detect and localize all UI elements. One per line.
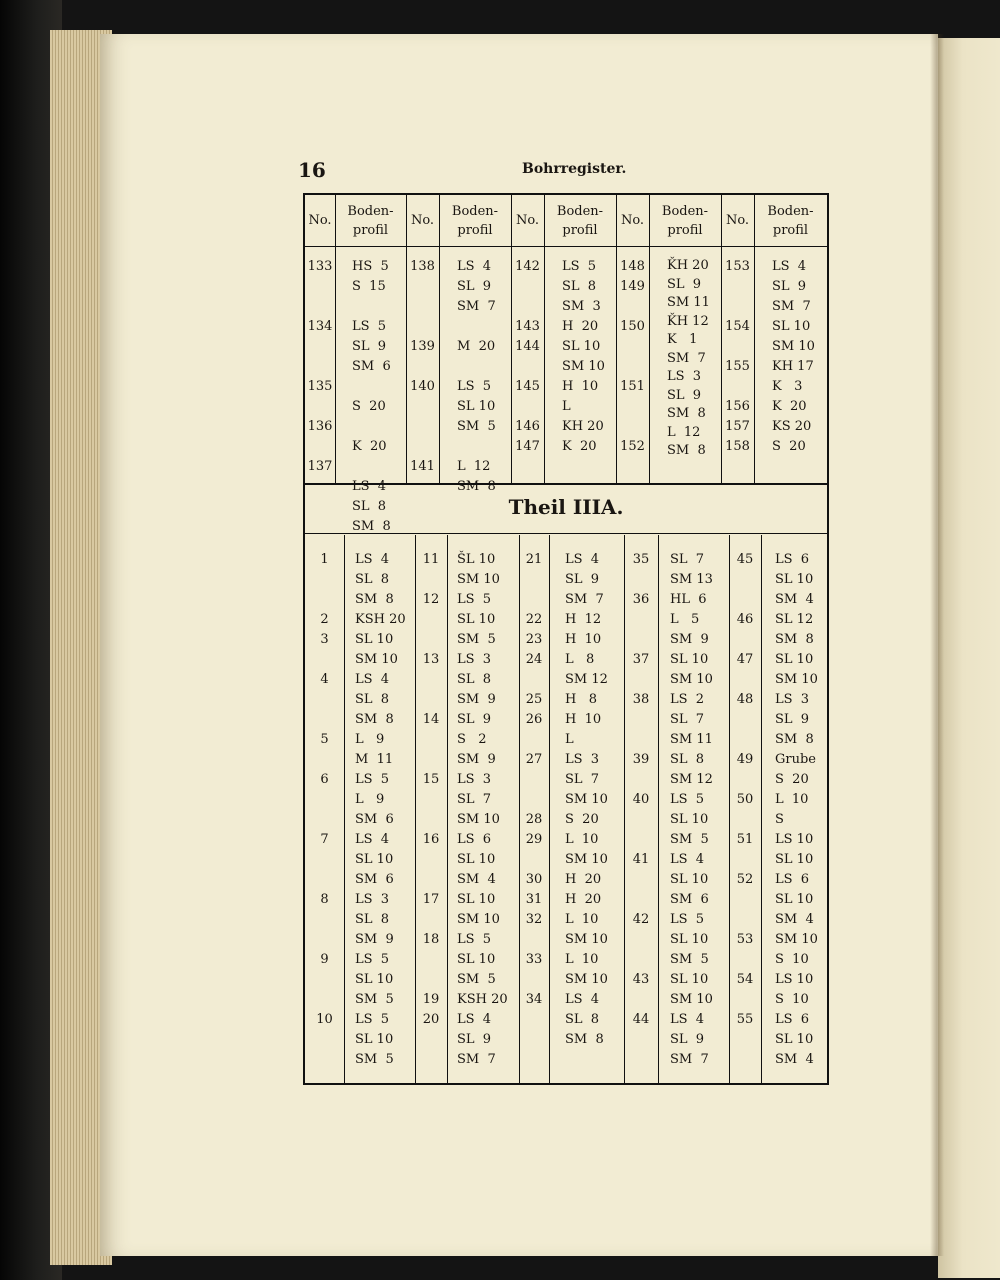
- part2-numbers-5: 45 46 47 48 49 50 51 52 53 54 55: [736, 552, 754, 1027]
- part2-profiles-3: LS 4 SL 9 SM 7 H 12 H 10 L 8 SM 12 H 8 H 10 L LS 3 SL 7 SM 10 S 20 L 10 SM 10 H 20 H 20 L 10 SM 10 L 10 SM 10 LS 4 SL 8 SM 8: [565, 552, 608, 1047]
- part1-profiles-3: LS 5 SL 8 SM 3 H 20 SL 10 SM 10 H 10 L KH 20 K 20: [562, 259, 605, 454]
- col-rule: [447, 535, 448, 1083]
- part1-numbers-5: 153 154 155 156 157 158: [725, 259, 750, 454]
- header-profile-2: Boden- profil: [451, 203, 499, 238]
- header-no-1: No.: [308, 213, 332, 228]
- part1-numbers-3: 142 143 144 145 146 147: [515, 259, 540, 454]
- part2-profiles-5: LS 6 SL 10 SM 4 SL 12 SM 8 SL 10 SM 10 LS 3 SL 9 SM 8 Grube S 20 L 10 S LS 10 SL 10 LS 6 SL 10 SM 4 SM 10 S 10 LS 10 S 10 LS 6 SL 10 SM 4: [775, 552, 818, 1067]
- section-rule-top: [305, 483, 827, 485]
- col-rule: [344, 535, 345, 1083]
- bohrregister-table: [303, 193, 829, 1085]
- header-profile-1: Boden- profil: [347, 203, 394, 238]
- header-profile-5: Boden- profil: [767, 203, 814, 238]
- part2-profiles-4: SL 7 SM 13 HL 6 L 5 SM 9 SL 10 SM 10 LS 2 SL 7 SM 11 SL 8 SM 12 LS 5 SL 10 SM 5 LS 4 SL 10 SM 6 LS 5 SL 10 SM 5 SL 10 SM 10 LS 4 SL 9 SM 7: [670, 552, 713, 1067]
- col-rule: [754, 195, 755, 485]
- part1-profiles-1: HS 5 S 15 LS 5 SL 9 SM 6 S 20 K 20 LS 4 SL 8 SM 8: [352, 259, 391, 534]
- header-no-3: No.: [515, 213, 540, 228]
- col-rule: [549, 535, 550, 1083]
- part2-profiles-2: ŠL 10 SM 10 LS 5 SL 10 SM 5 LS 3 SL 8 SM 9 SL 9 S 2 SM 9 LS 3 SL 7 SM 10 LS 6 SL 10 SM 4 SL 10 SM 10 LS 5 SL 10 SM 5 KSH 20 LS 4 SL 9 SM 7: [457, 552, 508, 1067]
- part1-profiles-5: LS 4 SL 9 SM 7 SL 10 SM 10 KH 17 K 3 K 20 KS 20 S 20: [772, 259, 815, 454]
- col-rule: [649, 195, 650, 485]
- part2-profiles-1: LS 4 SL 8 SM 8 KSH 20 SL 10 SM 10 LS 4 SL 8 SM 8 L 9 M 11 LS 5 L 9 SM 6 LS 4 SL 10 SM 6 LS 3 SL 8 SM 9 LS 5 SL 10 SM 5 LS 5 SL 10 SM 5: [355, 552, 406, 1067]
- header-profile-4: Boden- profil: [661, 203, 709, 238]
- page-number: 16: [298, 158, 326, 182]
- part2-numbers-2: 11 12 13 14 15 16 17 18 19 20: [422, 552, 440, 1027]
- part2-numbers-1: 1 2 3 4 5 6 7 8 9 10: [316, 552, 333, 1027]
- section-title: Theil IIIA.: [508, 495, 624, 519]
- section-rule-bottom: [305, 533, 827, 534]
- facing-page-edge: [938, 38, 1000, 1278]
- col-rule: [439, 195, 440, 485]
- col-rule: [335, 195, 336, 485]
- header-no-5: No.: [725, 213, 750, 228]
- header-no-2: No.: [410, 213, 435, 228]
- part1-numbers-1: 133 134 135 136 137: [307, 259, 333, 474]
- part1-numbers-2: 138 139 140 141: [410, 259, 435, 474]
- col-rule: [658, 535, 659, 1083]
- col-rule: [761, 535, 762, 1083]
- part1-profiles-2: LS 4 SL 9 SM 7 M 20 LS 5 SL 10 SM 5 L 12 SM 8: [457, 259, 496, 494]
- part1-numbers-4: 148 149 150 151 152: [620, 259, 645, 454]
- part2-numbers-4: 35 36 37 38 39 40 41 42 43 44: [632, 552, 650, 1027]
- header-no-4: No.: [620, 213, 645, 228]
- table-header-row: [305, 195, 827, 247]
- header-profile-3: Boden- profil: [556, 203, 604, 238]
- part2-numbers-3: 21 22 23 24 25 26 27 28 29 30 31 32 33 34: [525, 552, 543, 1007]
- running-head: Bohrregister.: [522, 161, 627, 177]
- part1-profiles-4: ǨH 20 SL 9 SM 11 ǨH 12 K 1 SM 7 LS 3 SL 9 SM 8 L 12 SM 8: [667, 258, 710, 458]
- page-fold: [930, 34, 944, 1256]
- col-rule: [544, 195, 545, 485]
